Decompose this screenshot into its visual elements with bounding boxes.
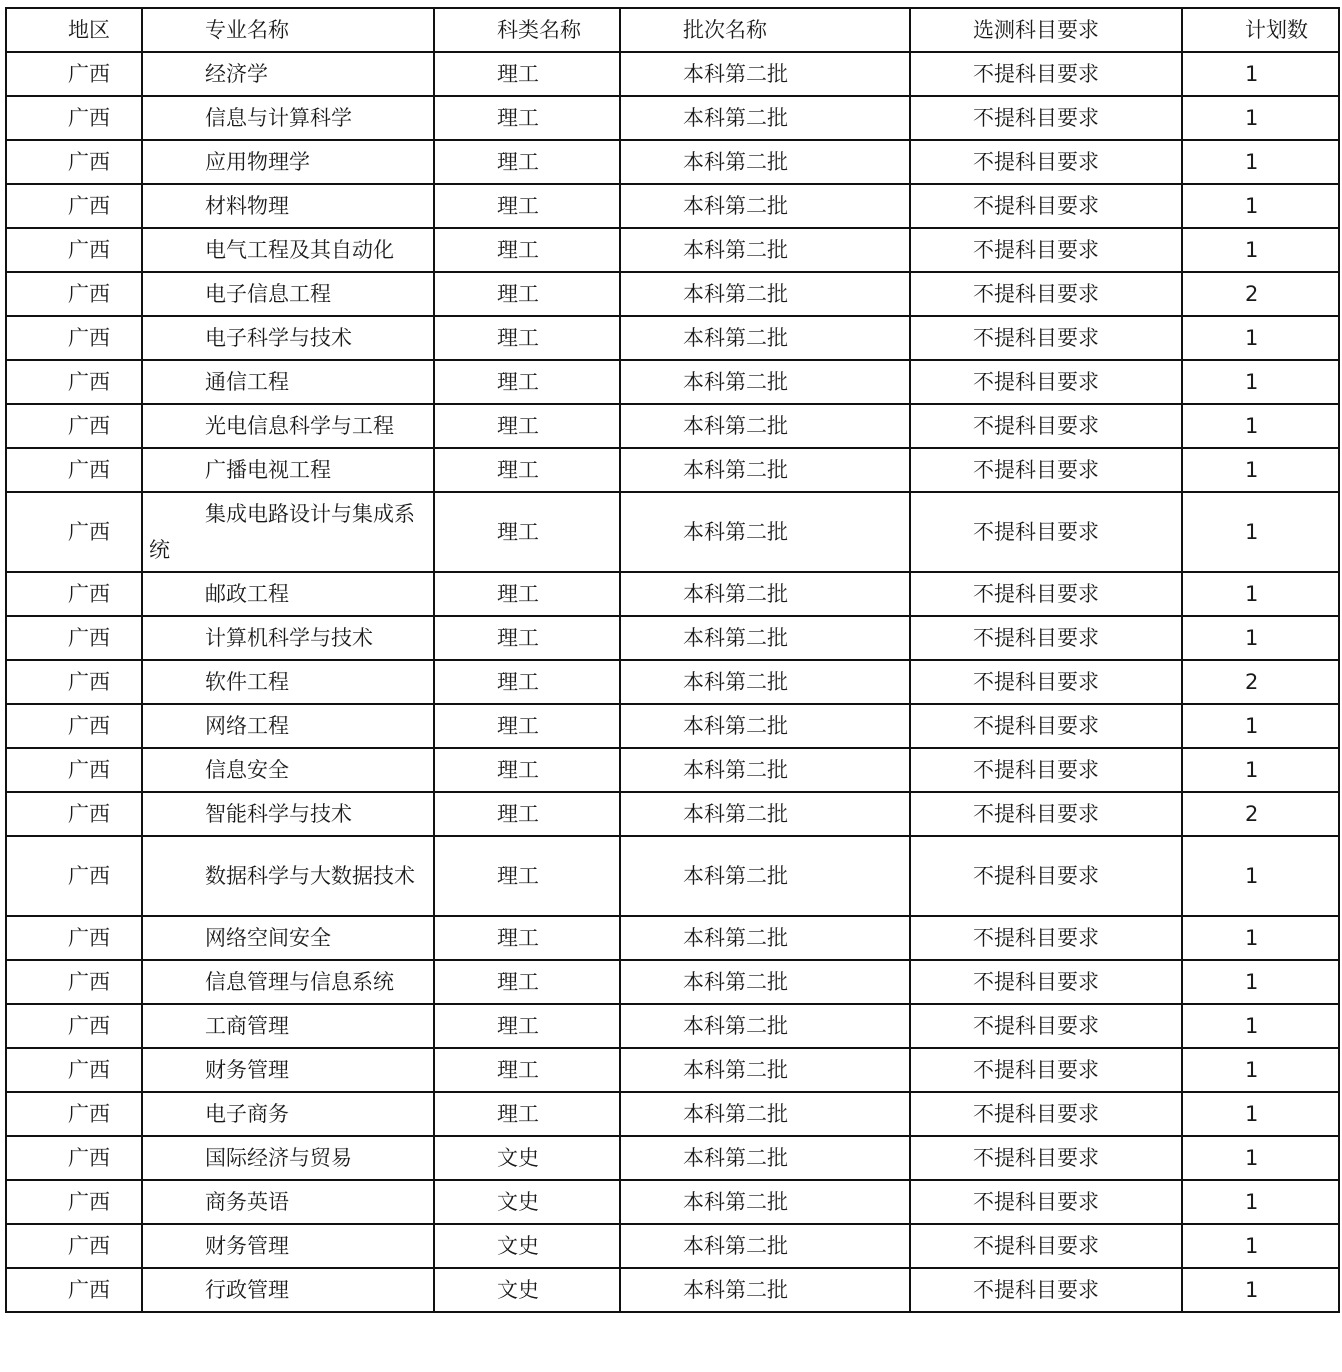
cell-major: 信息安全 — [142, 748, 434, 792]
cell-region: 广西 — [6, 1048, 142, 1092]
header-category: 科类名称 — [434, 8, 620, 52]
cell-category: 文史 — [434, 1268, 620, 1312]
cell-category: 理工 — [434, 916, 620, 960]
cell-subject-requirement: 不提科目要求 — [910, 52, 1182, 96]
cell-subject-requirement: 不提科目要求 — [910, 1092, 1182, 1136]
cell-major: 应用物理学 — [142, 140, 434, 184]
cell-batch: 本科第二批 — [620, 492, 910, 572]
cell-subject-requirement: 不提科目要求 — [910, 748, 1182, 792]
cell-plan-count: 1 — [1182, 704, 1339, 748]
table-row — [6, 960, 1339, 1004]
cell-batch: 本科第二批 — [620, 1136, 910, 1180]
cell-category: 理工 — [434, 572, 620, 616]
cell-plan-count: 2 — [1182, 272, 1339, 316]
cell-subject-requirement: 不提科目要求 — [910, 184, 1182, 228]
table-row — [6, 404, 1339, 448]
cell-batch: 本科第二批 — [620, 228, 910, 272]
cell-category: 文史 — [434, 1136, 620, 1180]
cell-plan-count: 1 — [1182, 492, 1339, 572]
cell-plan-count: 1 — [1182, 748, 1339, 792]
cell-subject-requirement: 不提科目要求 — [910, 96, 1182, 140]
cell-category: 理工 — [434, 316, 620, 360]
cell-category: 理工 — [434, 748, 620, 792]
cell-batch: 本科第二批 — [620, 316, 910, 360]
cell-category: 理工 — [434, 660, 620, 704]
header-plan-count: 计划数 — [1182, 8, 1339, 52]
cell-plan-count: 1 — [1182, 184, 1339, 228]
cell-region: 广西 — [6, 360, 142, 404]
cell-subject-requirement: 不提科目要求 — [910, 140, 1182, 184]
cell-plan-count: 1 — [1182, 572, 1339, 616]
cell-category: 理工 — [434, 1004, 620, 1048]
cell-plan-count: 1 — [1182, 836, 1339, 916]
cell-batch: 本科第二批 — [620, 572, 910, 616]
cell-batch: 本科第二批 — [620, 1224, 910, 1268]
cell-category: 理工 — [434, 704, 620, 748]
cell-region: 广西 — [6, 96, 142, 140]
cell-major: 材料物理 — [142, 184, 434, 228]
cell-major: 国际经济与贸易 — [142, 1136, 434, 1180]
cell-batch: 本科第二批 — [620, 1092, 910, 1136]
header-batch: 批次名称 — [620, 8, 910, 52]
cell-batch: 本科第二批 — [620, 748, 910, 792]
cell-major: 智能科学与技术 — [142, 792, 434, 836]
header-subject-requirement: 选测科目要求 — [910, 8, 1182, 52]
cell-subject-requirement: 不提科目要求 — [910, 704, 1182, 748]
cell-batch: 本科第二批 — [620, 616, 910, 660]
cell-plan-count: 1 — [1182, 316, 1339, 360]
cell-region: 广西 — [6, 836, 142, 916]
cell-region: 广西 — [6, 1136, 142, 1180]
cell-region: 广西 — [6, 140, 142, 184]
cell-batch: 本科第二批 — [620, 96, 910, 140]
cell-plan-count: 1 — [1182, 1180, 1339, 1224]
cell-category: 理工 — [434, 404, 620, 448]
cell-plan-count: 1 — [1182, 916, 1339, 960]
cell-subject-requirement: 不提科目要求 — [910, 616, 1182, 660]
cell-plan-count: 1 — [1182, 1092, 1339, 1136]
cell-category: 理工 — [434, 1048, 620, 1092]
cell-major: 电气工程及其自动化 — [142, 228, 434, 272]
cell-plan-count: 1 — [1182, 404, 1339, 448]
cell-category: 理工 — [434, 448, 620, 492]
cell-major: 邮政工程 — [142, 572, 434, 616]
cell-subject-requirement: 不提科目要求 — [910, 228, 1182, 272]
table-row — [6, 572, 1339, 616]
cell-batch: 本科第二批 — [620, 916, 910, 960]
cell-batch: 本科第二批 — [620, 184, 910, 228]
cell-region: 广西 — [6, 184, 142, 228]
enrollment-plan-table-container — [5, 7, 1340, 1313]
cell-region: 广西 — [6, 1092, 142, 1136]
cell-subject-requirement: 不提科目要求 — [910, 316, 1182, 360]
cell-region: 广西 — [6, 572, 142, 616]
cell-category: 理工 — [434, 140, 620, 184]
cell-subject-requirement: 不提科目要求 — [910, 960, 1182, 1004]
cell-category: 理工 — [434, 52, 620, 96]
table-row — [6, 660, 1339, 704]
table-body — [6, 52, 1339, 1312]
cell-plan-count: 1 — [1182, 1268, 1339, 1312]
cell-major: 电子商务 — [142, 1092, 434, 1136]
cell-batch: 本科第二批 — [620, 960, 910, 1004]
table-row — [6, 316, 1339, 360]
table-row — [6, 616, 1339, 660]
cell-subject-requirement: 不提科目要求 — [910, 792, 1182, 836]
cell-major: 广播电视工程 — [142, 448, 434, 492]
cell-plan-count: 2 — [1182, 792, 1339, 836]
cell-category: 文史 — [434, 1224, 620, 1268]
cell-plan-count: 1 — [1182, 1048, 1339, 1092]
cell-category: 理工 — [434, 616, 620, 660]
cell-subject-requirement: 不提科目要求 — [910, 1224, 1182, 1268]
cell-plan-count: 1 — [1182, 140, 1339, 184]
table-row — [6, 1268, 1339, 1312]
cell-major: 网络工程 — [142, 704, 434, 748]
cell-batch: 本科第二批 — [620, 140, 910, 184]
table-row — [6, 184, 1339, 228]
table-row — [6, 836, 1339, 916]
cell-major: 计算机科学与技术 — [142, 616, 434, 660]
table-row — [6, 52, 1339, 96]
cell-batch: 本科第二批 — [620, 1180, 910, 1224]
table-row — [6, 792, 1339, 836]
cell-plan-count: 2 — [1182, 660, 1339, 704]
cell-category: 理工 — [434, 228, 620, 272]
cell-subject-requirement: 不提科目要求 — [910, 1004, 1182, 1048]
cell-subject-requirement: 不提科目要求 — [910, 572, 1182, 616]
cell-region: 广西 — [6, 1268, 142, 1312]
table-row — [6, 492, 1339, 572]
cell-region: 广西 — [6, 316, 142, 360]
cell-major: 行政管理 — [142, 1268, 434, 1312]
cell-major: 信息管理与信息系统 — [142, 960, 434, 1004]
table-row — [6, 748, 1339, 792]
cell-region: 广西 — [6, 704, 142, 748]
table-row — [6, 1048, 1339, 1092]
cell-batch: 本科第二批 — [620, 836, 910, 916]
cell-batch: 本科第二批 — [620, 52, 910, 96]
header-major: 专业名称 — [142, 8, 434, 52]
cell-plan-count: 1 — [1182, 360, 1339, 404]
cell-batch: 本科第二批 — [620, 360, 910, 404]
cell-major: 工商管理 — [142, 1004, 434, 1048]
cell-batch: 本科第二批 — [620, 404, 910, 448]
cell-subject-requirement: 不提科目要求 — [910, 272, 1182, 316]
cell-region: 广西 — [6, 52, 142, 96]
cell-batch: 本科第二批 — [620, 448, 910, 492]
table-row — [6, 140, 1339, 184]
cell-major: 电子信息工程 — [142, 272, 434, 316]
header-region: 地区 — [6, 8, 142, 52]
cell-category: 理工 — [434, 360, 620, 404]
cell-major: 网络空间安全 — [142, 916, 434, 960]
cell-subject-requirement: 不提科目要求 — [910, 404, 1182, 448]
table-row — [6, 704, 1339, 748]
cell-batch: 本科第二批 — [620, 704, 910, 748]
cell-major: 软件工程 — [142, 660, 434, 704]
table-row — [6, 360, 1339, 404]
cell-major: 光电信息科学与工程 — [142, 404, 434, 448]
table-row — [6, 1224, 1339, 1268]
enrollment-plan-table — [5, 7, 1340, 1313]
cell-plan-count: 1 — [1182, 960, 1339, 1004]
cell-region: 广西 — [6, 748, 142, 792]
table-row — [6, 1004, 1339, 1048]
cell-plan-count: 1 — [1182, 96, 1339, 140]
cell-subject-requirement: 不提科目要求 — [910, 916, 1182, 960]
cell-batch: 本科第二批 — [620, 272, 910, 316]
cell-batch: 本科第二批 — [620, 1004, 910, 1048]
cell-category: 文史 — [434, 1180, 620, 1224]
table-row — [6, 448, 1339, 492]
cell-plan-count: 1 — [1182, 1136, 1339, 1180]
cell-subject-requirement: 不提科目要求 — [910, 492, 1182, 572]
cell-region: 广西 — [6, 660, 142, 704]
cell-subject-requirement: 不提科目要求 — [910, 1180, 1182, 1224]
cell-region: 广西 — [6, 272, 142, 316]
cell-major: 财务管理 — [142, 1048, 434, 1092]
table-row — [6, 916, 1339, 960]
cell-plan-count: 1 — [1182, 1004, 1339, 1048]
table-row — [6, 96, 1339, 140]
cell-category: 理工 — [434, 492, 620, 572]
cell-subject-requirement: 不提科目要求 — [910, 448, 1182, 492]
cell-batch: 本科第二批 — [620, 1048, 910, 1092]
cell-major: 商务英语 — [142, 1180, 434, 1224]
table-row — [6, 228, 1339, 272]
cell-major: 经济学 — [142, 52, 434, 96]
cell-region: 广西 — [6, 616, 142, 660]
cell-region: 广西 — [6, 228, 142, 272]
cell-subject-requirement: 不提科目要求 — [910, 1268, 1182, 1312]
cell-subject-requirement: 不提科目要求 — [910, 1136, 1182, 1180]
table-header-row — [6, 8, 1339, 52]
cell-major: 集成电路设计与集成系统 — [142, 492, 434, 572]
cell-category: 理工 — [434, 792, 620, 836]
cell-plan-count: 1 — [1182, 52, 1339, 96]
cell-subject-requirement: 不提科目要求 — [910, 360, 1182, 404]
cell-subject-requirement: 不提科目要求 — [910, 1048, 1182, 1092]
cell-batch: 本科第二批 — [620, 1268, 910, 1312]
cell-region: 广西 — [6, 1004, 142, 1048]
cell-major: 通信工程 — [142, 360, 434, 404]
cell-region: 广西 — [6, 1224, 142, 1268]
table-row — [6, 1180, 1339, 1224]
cell-region: 广西 — [6, 960, 142, 1004]
cell-region: 广西 — [6, 404, 142, 448]
cell-major: 数据科学与大数据技术 — [142, 836, 434, 916]
table-row — [6, 1136, 1339, 1180]
cell-plan-count: 1 — [1182, 228, 1339, 272]
cell-subject-requirement: 不提科目要求 — [910, 660, 1182, 704]
cell-plan-count: 1 — [1182, 1224, 1339, 1268]
cell-subject-requirement: 不提科目要求 — [910, 836, 1182, 916]
cell-category: 理工 — [434, 836, 620, 916]
cell-batch: 本科第二批 — [620, 792, 910, 836]
cell-category: 理工 — [434, 272, 620, 316]
cell-region: 广西 — [6, 792, 142, 836]
cell-region: 广西 — [6, 492, 142, 572]
cell-major: 电子科学与技术 — [142, 316, 434, 360]
cell-plan-count: 1 — [1182, 448, 1339, 492]
cell-category: 理工 — [434, 184, 620, 228]
cell-major: 财务管理 — [142, 1224, 434, 1268]
table-row — [6, 272, 1339, 316]
cell-plan-count: 1 — [1182, 616, 1339, 660]
cell-region: 广西 — [6, 448, 142, 492]
cell-region: 广西 — [6, 1180, 142, 1224]
cell-category: 理工 — [434, 96, 620, 140]
table-row — [6, 1092, 1339, 1136]
cell-category: 理工 — [434, 1092, 620, 1136]
cell-batch: 本科第二批 — [620, 660, 910, 704]
cell-category: 理工 — [434, 960, 620, 1004]
cell-major: 信息与计算科学 — [142, 96, 434, 140]
cell-region: 广西 — [6, 916, 142, 960]
